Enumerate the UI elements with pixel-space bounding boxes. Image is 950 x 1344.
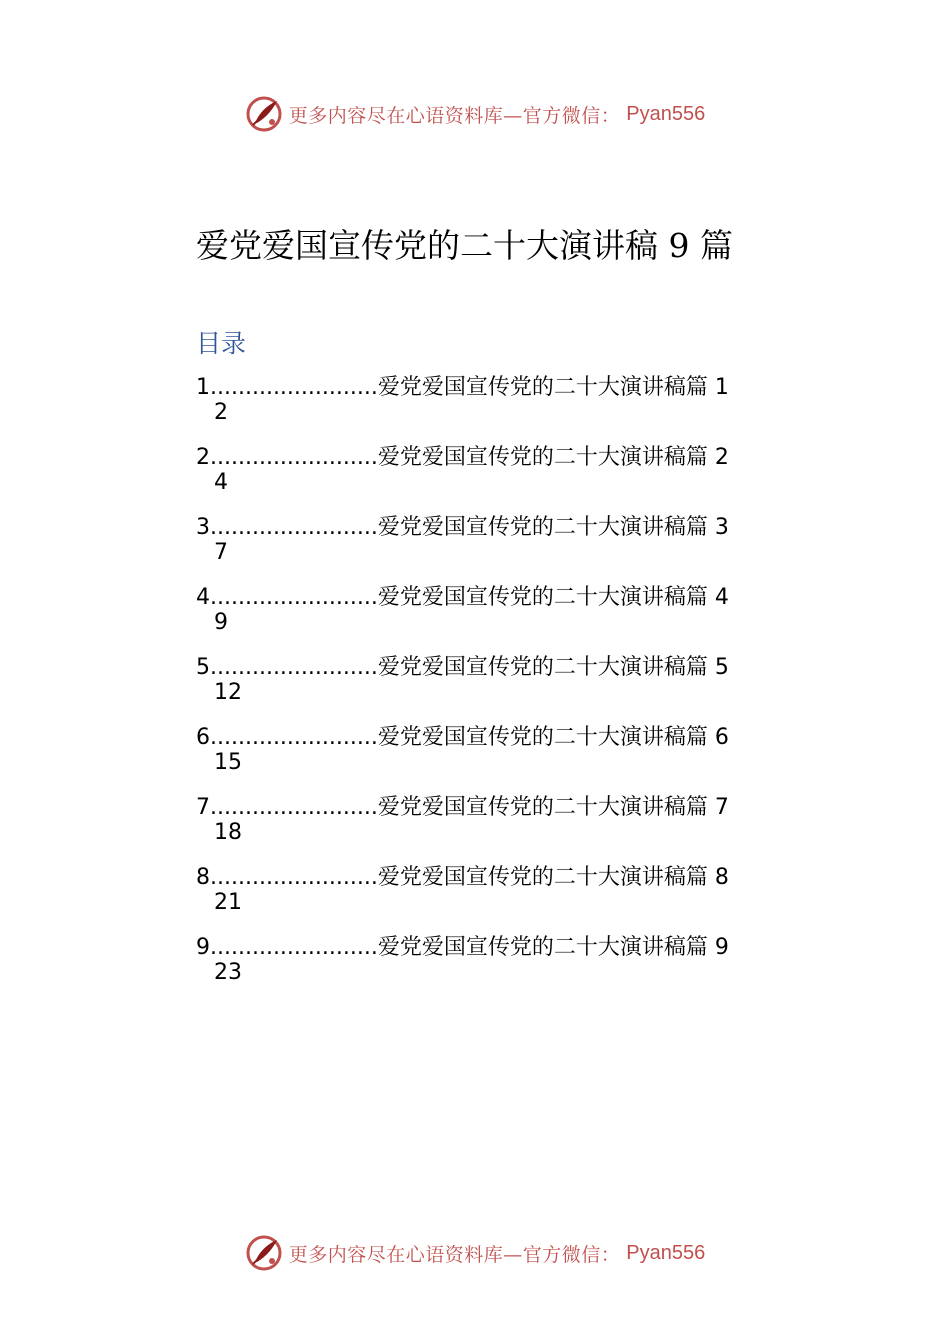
- toc-entry[interactable]: [196, 510, 808, 580]
- toc-entry-number: 6: [196, 725, 210, 750]
- toc-entry-line: [196, 860, 808, 890]
- toc-entry-line: [196, 930, 808, 960]
- toc-entry-label: 爱党爱国宣传党的二十大演讲稿篇 8: [377, 865, 729, 890]
- toc-entry[interactable]: [196, 860, 808, 930]
- toc-entry-label: 爱党爱国宣传党的二十大演讲稿篇 5: [377, 655, 729, 680]
- toc-entry-number: 8: [196, 865, 210, 890]
- toc-leader-dots: ........................: [210, 865, 378, 890]
- toc-entry-label: 爱党爱国宣传党的二十大演讲稿篇 4: [377, 585, 729, 610]
- toc-entry-page-number: 12: [214, 680, 242, 705]
- wechat-id: Pyan556: [626, 102, 706, 125]
- toc-entry-label: 爱党爱国宣传党的二十大演讲稿篇 6: [377, 725, 729, 750]
- toc-entry-number: 7: [196, 795, 210, 820]
- toc-entry[interactable]: [196, 370, 808, 440]
- document-title: 爱党爱国宣传党的二十大演讲稿 9 篇: [196, 226, 733, 265]
- toc-entry-page-number: 4: [214, 470, 228, 495]
- toc-leader-dots: ........................: [210, 725, 378, 750]
- toc-entry-label: 爱党爱国宣传党的二十大演讲稿篇 3: [377, 515, 729, 540]
- table-of-contents: [196, 370, 808, 1000]
- toc-entry-number: 2: [196, 445, 210, 470]
- toc-entry-number: 9: [196, 935, 210, 960]
- toc-entry-page-number: 7: [214, 540, 228, 565]
- toc-entry[interactable]: [196, 930, 808, 1000]
- toc-entry-label: 爱党爱国宣传党的二十大演讲稿篇 7: [377, 795, 729, 820]
- toc-entry-line: [196, 510, 808, 540]
- toc-entry-line: [196, 650, 808, 680]
- toc-leader-dots: ........................: [210, 585, 378, 610]
- wechat-id: Pyan556: [626, 1241, 706, 1264]
- toc-entry-line: [196, 370, 808, 400]
- toc-leader-dots: ........................: [210, 515, 378, 540]
- toc-entry-page-number: 15: [214, 750, 242, 775]
- toc-leader-dots: ........................: [210, 375, 378, 400]
- toc-leader-dots: ........................: [210, 655, 378, 680]
- toc-entry[interactable]: [196, 650, 808, 720]
- toc-entry-page-number: 2: [214, 400, 228, 425]
- toc-entry-label: 爱党爱国宣传党的二十大演讲稿篇 2: [377, 445, 729, 470]
- toc-entry-page-number: 18: [214, 820, 242, 845]
- toc-entry-number: 4: [196, 585, 210, 610]
- quill-logo-icon: [245, 95, 283, 133]
- toc-entry-line: [196, 720, 808, 750]
- toc-entry-label: 爱党爱国宣传党的二十大演讲稿篇 1: [377, 375, 729, 400]
- toc-entry-page-number: 9: [214, 610, 228, 635]
- toc-entry-line: [196, 440, 808, 470]
- toc-entry[interactable]: [196, 580, 808, 650]
- banner-text: 更多内容尽在心语资料库—官方微信：: [288, 104, 621, 127]
- toc-entry[interactable]: [196, 790, 808, 860]
- toc-entry-number: 5: [196, 655, 210, 680]
- toc-leader-dots: ........................: [210, 445, 378, 470]
- toc-leader-dots: ........................: [210, 935, 378, 960]
- toc-entry-label: 爱党爱国宣传党的二十大演讲稿篇 9: [377, 935, 729, 960]
- toc-entry-number: 1: [196, 375, 210, 400]
- toc-entry-page-number: 23: [214, 960, 242, 985]
- toc-entry-page-number: 21: [214, 890, 242, 915]
- banner-text: 更多内容尽在心语资料库—官方微信：: [288, 1243, 621, 1266]
- toc-heading: 目录: [196, 329, 247, 358]
- toc-entry[interactable]: [196, 440, 808, 510]
- toc-entry-number: 3: [196, 515, 210, 540]
- toc-entry-line: [196, 580, 808, 610]
- footer-banner: [0, 1231, 950, 1275]
- toc-entry[interactable]: [196, 720, 808, 790]
- toc-leader-dots: ........................: [210, 795, 378, 820]
- quill-logo-icon: [245, 1234, 283, 1272]
- toc-entry-line: [196, 790, 808, 820]
- header-banner: [0, 92, 950, 136]
